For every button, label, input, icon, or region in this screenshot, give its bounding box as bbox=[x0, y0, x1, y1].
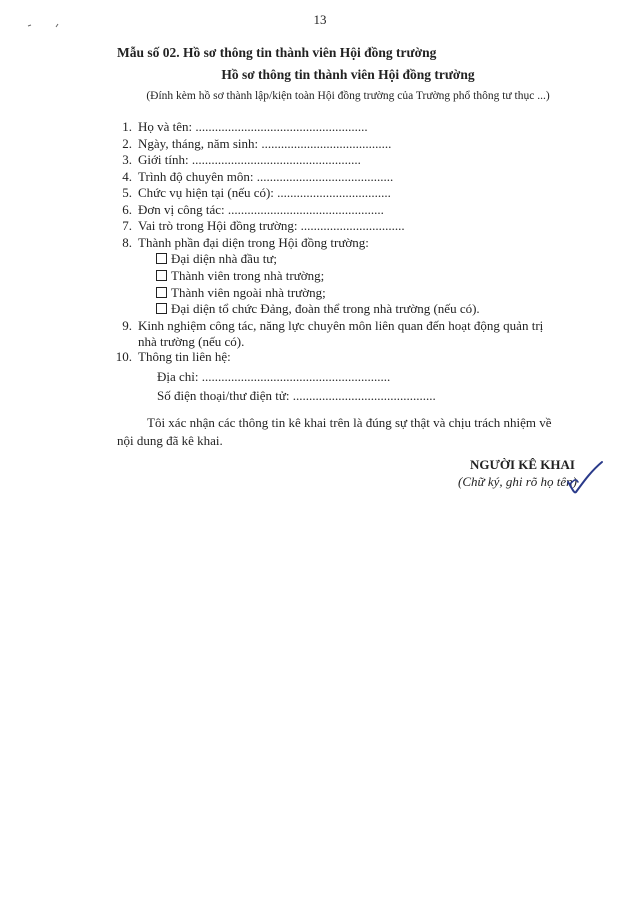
item-experience: 9. Kinh nghiệm công tác, năng lực chuyên môn liên quan đến hoạt động quản trị nhà trường (nếu có). bbox=[122, 318, 544, 349]
signer-title: NGƯỜI KÊ KHAI bbox=[470, 457, 575, 472]
checkbox-icon[interactable] bbox=[156, 303, 167, 314]
item-representation: 8. Thành phần đại diện trong Hội đồng trường: bbox=[122, 235, 369, 250]
option-internal-member[interactable]: Thành viên trong nhà trường; bbox=[156, 268, 324, 284]
item-workplace: 6. Đơn vị công tác: ................................................ bbox=[122, 202, 384, 217]
item-qualification: 4. Trình độ chuyên môn: .......................................... bbox=[122, 169, 394, 184]
form-title: Hồ sơ thông tin thành viên Hội đồng trường bbox=[221, 67, 475, 82]
item-name: 1. Họ và tên: ..................................................... bbox=[122, 119, 368, 134]
item-gender: 3. Giới tính: .................................................... bbox=[122, 152, 361, 167]
confirmation-text: Tôi xác nhận các thông tin kê khai trên là đúng sự thật và chịu trách nhiệm về nội dung đã kê khai. bbox=[117, 415, 552, 448]
option-external-member[interactable]: Thành viên ngoài nhà trường; bbox=[156, 285, 326, 301]
form-subtitle: (Đính kèm hồ sơ thành lập/kiện toàn Hội đồng trường của Trường phổ thông tư thục ...) bbox=[146, 90, 550, 102]
item-birth-date: 2. Ngày, tháng, năm sinh: ........................................ bbox=[122, 136, 392, 151]
form-label: Mẫu số 02. Hồ sơ thông tin thành viên Hội đồng trường bbox=[117, 45, 437, 60]
scan-mark bbox=[26, 20, 66, 30]
signature-mark bbox=[560, 454, 610, 504]
signer-note: (Chữ ký, ghi rõ họ tên) bbox=[458, 474, 578, 489]
checkbox-icon[interactable] bbox=[156, 287, 167, 298]
option-investor[interactable]: Đại diện nhà đầu tư; bbox=[156, 251, 277, 267]
item-role: 7. Vai trò trong Hội đồng trường: ................................ bbox=[122, 218, 405, 233]
checkbox-icon[interactable] bbox=[156, 253, 167, 264]
contact-phone-email: Số điện thoại/thư điện tử: ............................................ bbox=[157, 388, 436, 403]
contact-address: Địa chỉ: .......................................................... bbox=[157, 369, 391, 384]
item-contact: 10. Thông tin liên hệ: bbox=[115, 349, 231, 364]
item-position: 5. Chức vụ hiện tại (nếu có): ................................... bbox=[122, 185, 391, 200]
page-number: 13 bbox=[313, 12, 327, 27]
checkbox-icon[interactable] bbox=[156, 270, 167, 281]
option-party-union[interactable]: Đại diện tổ chức Đảng, đoàn thể trong nhà trường (nếu có). bbox=[156, 301, 480, 317]
